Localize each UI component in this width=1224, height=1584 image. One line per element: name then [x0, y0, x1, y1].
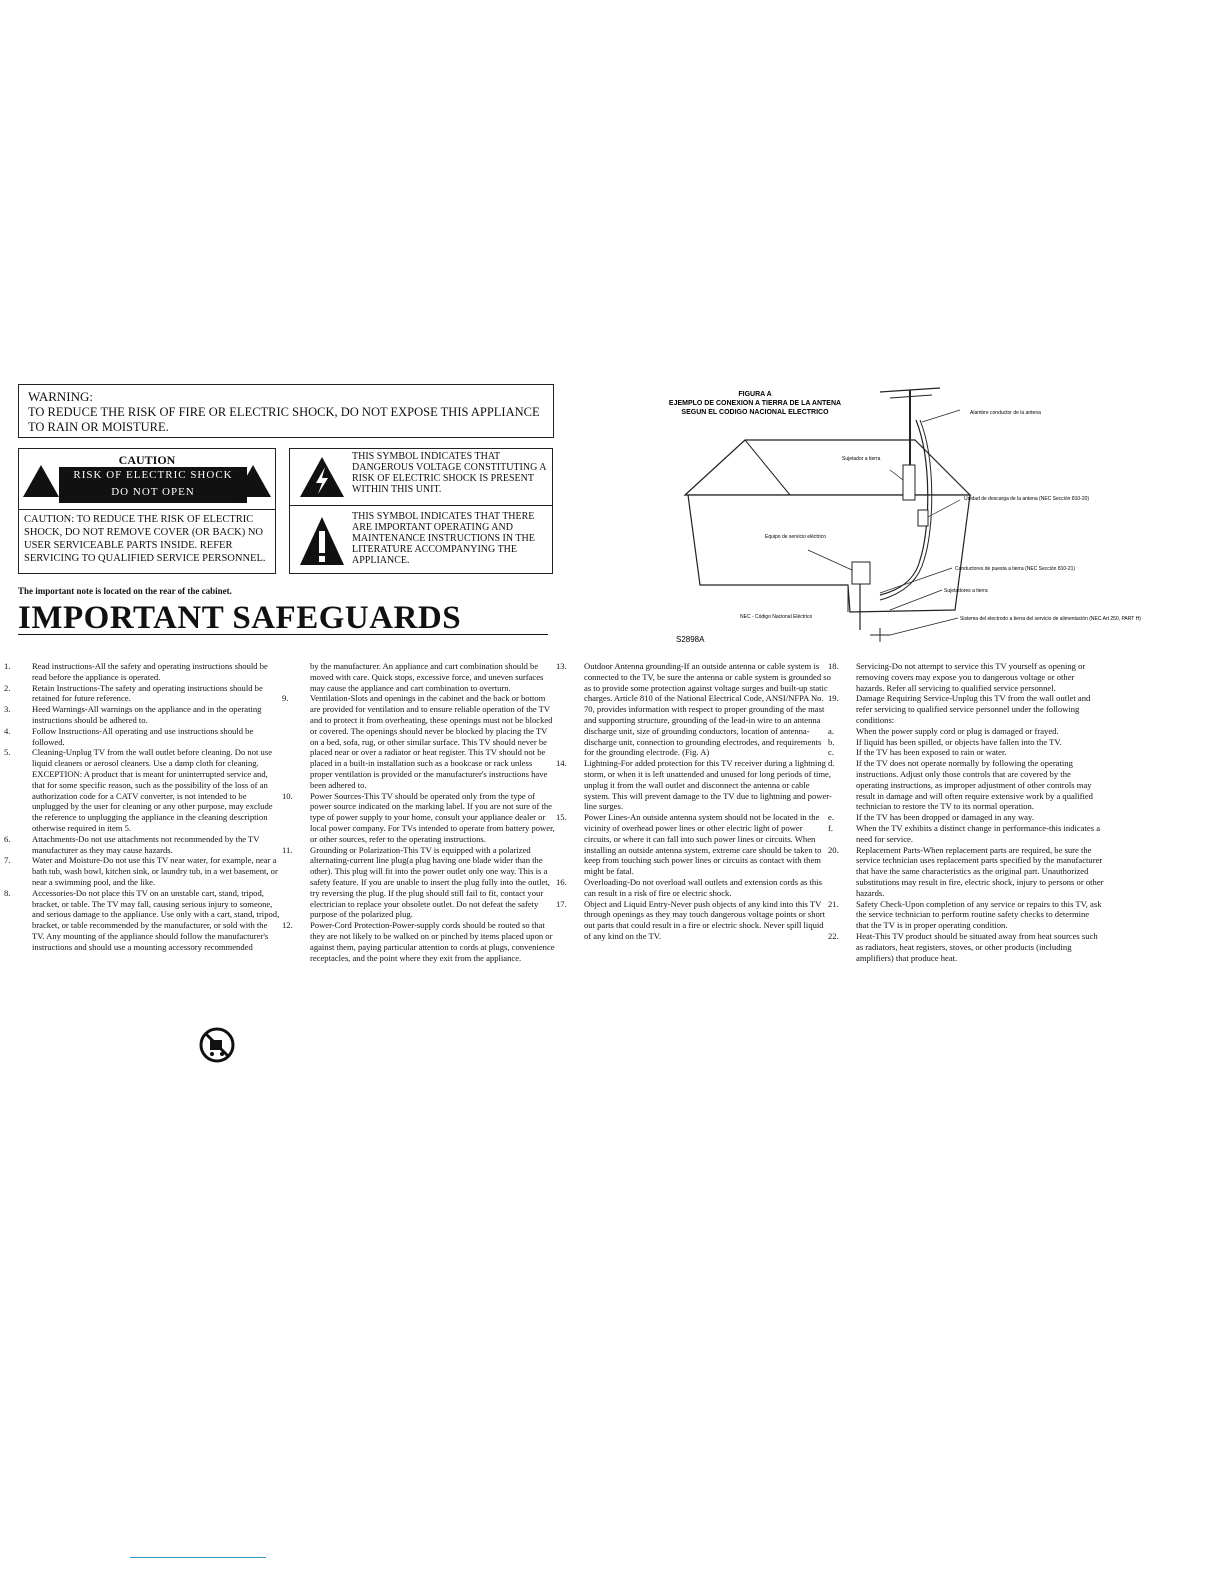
safeguard-item-number: 13.: [556, 661, 567, 671]
safeguard-item-text: When the TV exhibits a distinct change in performance-this indicates a need for service.: [856, 822, 1101, 844]
safeguard-item: [282, 693, 556, 790]
divider: [290, 505, 552, 506]
safeguard-item: [828, 736, 1104, 748]
service-equipment: [852, 562, 870, 584]
safeguard-item-number: 16.: [556, 876, 567, 887]
safeguard-item: [4, 855, 280, 887]
safeguard-item-text: Overloading-Do not overload wall outlets and extension cords as this can result in a risk of fire or electric shock.: [584, 876, 822, 898]
safeguard-item-text: When the power supply cord or plug is damaged or frayed.: [856, 725, 1059, 736]
title-rule: [18, 634, 548, 635]
lightning-triangle-icon: [298, 455, 346, 499]
safeguard-item-text: Grounding or Polarization-This TV is equipped with a polarized alternating-current line plug(a plug having one blade wider than the other). This plug will fit into the power outlet only one way. This is a safety feature. If you are unable to insert the plug fully into the outlet, try reversing the plug. If the plug should still fail to fit, contact your electrician to replace your obsolete outlet. Do not defeat the safety purpose of the polarized plug.: [310, 844, 550, 920]
safeguard-item-text: Water and Moisture-Do not use this TV near water, for example, near a bath tub, wash bowl, kitchen sink, or laundry tub, in a wet basement, or near a swimming pool, and the like.: [32, 855, 278, 887]
lightning-warning-icon: [23, 465, 59, 497]
safeguard-item: [828, 844, 1104, 899]
safeguard-item-number: 22.: [828, 930, 839, 941]
safeguard-item-number: a.: [828, 725, 834, 736]
mast-clamp: [903, 465, 915, 500]
figure-code: S2898A: [676, 635, 705, 644]
safeguard-item-text: If the TV does not operate normally by following the operating instructions. Adjust only those controls that are covered by the operating instructions, as improper adjustment of other controls may result in damage and will often require extensive work by a qualified technician to restore the TV to its normal operation.: [856, 758, 1093, 812]
safeguard-item: [556, 661, 832, 758]
safeguard-item-number: 21.: [828, 898, 839, 909]
caution-band-line2: DO NOT OPEN: [111, 486, 195, 498]
safeguard-item-number: 12.: [282, 920, 293, 931]
safeguard-item: [4, 704, 280, 726]
safeguard-item-number: e.: [828, 812, 834, 823]
figure-title3: SEGUN EL CODIGO NACIONAL ELECTRICO: [681, 409, 829, 416]
cart-warning-icon: [198, 1026, 236, 1064]
safeguard-item-text: Follow Instructions-All operating and use instructions should be followed.: [32, 725, 254, 747]
safeguard-item-text: Outdoor Antenna grounding-If an outside antenna or cable system is connected to the TV, be sure the antenna or cable system is grounded so as to provide some protection against voltage surges and built-up static charges. Article 810 of the National Electrical Code, ANSI/NFPA No. 70, provides information with respect to proper grounding of the mast and supporting structure, grounding of the lead-in wire to an antenna discharge unit, size of grounding conductors, location of antenna-discharge unit, connection to grounding electrodes, and requirements for the grounding electrode. (Fig. A): [584, 661, 831, 758]
safeguard-item-number: 18.: [828, 661, 839, 671]
footer-rule: [130, 1557, 266, 1558]
label-nec: NEC - Código Nacional Eléctrico: [740, 614, 813, 620]
safeguard-item-text: Attachments-Do not use attachments not recommended by the TV manufacturer as they may cause hazards.: [32, 833, 260, 855]
safeguard-item-text: Accessories-Do not place this TV on an unstable cart, stand, tripod, bracket, or table. The TV may fall, causing serious injury to someone, and serious damage to the appliance. Use only with a cart, stand, tripod, bracket, or table recommended by the manufacturer, or sold with the TV. Any mounting of the appliance should follow the manufacturer's instructions and should use a mounting accessory recommended: [32, 887, 280, 952]
caution-band: [59, 467, 247, 503]
figure-title2: EJEMPLO DE CONEXION A TIERRA DE LA ANTENA: [668, 400, 842, 407]
safeguard-item-number: 8.: [4, 887, 11, 898]
lightning-symbol-text: THIS SYMBOL INDICATES THAT DANGEROUS VOLTAGE CONSTITUTING A RISK OF ELECTRIC SHOCK IS PRESENT WITHIN THIS UNIT.: [352, 451, 546, 495]
caution-text: CAUTION: TO REDUCE THE RISK OF ELECTRIC SHOCK, DO NOT REMOVE COVER (OR BACK) NO USER SERVICEABLE PARTS INSIDE. REFER SERVICING TO QUALIFIED SERVICE PERSONNEL.: [24, 514, 266, 564]
safeguard-item: [296, 661, 556, 693]
safeguard-item: [828, 898, 1104, 931]
safeguard-item-text: Replacement Parts-When replacement parts are required, be sure the service technician uses replacement parts specified by the manufacturer that have the same characteristics as the original part. Unauthorized substitutions may result in fire, electric shock, injury to persons or other hazards.: [856, 844, 1104, 898]
safeguard-item-text: Ventilation-Slots and openings in the cabinet and the back or bottom are provided for ventilation and to ensure reliable operation of the TV and to protect it from overheating, these openings must not be blocked or covered. The openings should never be blocked by placing the TV on a bed, sofa, rug, or other similar surface. This TV should never be placed near or over a radiator or heat register. This TV should not be placed in a built-in installation such as a bookcase or rack unless proper ventilation is provided or the manufacturer's instructions have been adhered to.: [310, 693, 553, 790]
safeguard-item-text: Heat-This TV product should be situated away from heat sources such as radiators, heat registers, stoves, or other products (including amplifiers) that produce heat.: [856, 930, 1098, 963]
label-sujetadores: Sujetadores a tierra: [944, 588, 988, 594]
safeguard-item-text: Damage Requiring Service-Unplug this TV from the wall outlet and refer servicing to qualified service personnel under the following conditions:: [856, 693, 1091, 725]
leader-line: [890, 618, 958, 635]
safeguard-item: [556, 812, 832, 877]
safeguard-item-text: Power Lines-An outside antenna system should not be located in the vicinity of overhead power lines or other electric light of power circuits, or where it can fall into such power lines or circuits. When installing an outside antenna system, extreme care should be taken to keep from touching such power lines or circuits as contact with them might be fatal.: [584, 812, 822, 877]
caution-box: [18, 448, 276, 574]
safeguard-item-number: 2.: [4, 682, 11, 693]
safeguard-item-number: 19.: [828, 693, 839, 704]
discharge-unit: [918, 510, 928, 526]
safeguard-item-number: 10.: [282, 790, 293, 801]
label-conductores: Conductores de puesta a tierra (NEC Sección 810-21): [955, 566, 1076, 572]
safeguards-column-3: [556, 661, 832, 942]
safeguard-item: [828, 747, 1104, 758]
safeguard-item-text: Lightning-For added protection for this TV receiver during a lightning storm, or when it is left unattended and unused for long periods of time, unplug it from the wall outlet and disconnect the antenna or cable system. This will prevent damage to the TV due to lightning and power-line surges.: [584, 758, 832, 812]
safeguard-item-number: 4.: [4, 725, 11, 736]
label-sujetador: Sujetador a tierra: [842, 456, 881, 462]
safeguards-column-1: [4, 661, 280, 953]
rear-cabinet-note: The important note is located on the rear of the cabinet.: [18, 586, 232, 596]
label-equipo: Equipo de servicio eléctrico: [765, 534, 826, 540]
safeguard-item: [828, 661, 1104, 693]
exclamation-symbol-text: THIS SYMBOL INDICATES THAT THERE ARE IMPORTANT OPERATING AND MAINTENANCE INSTRUCTIONS IN THE LITERATURE ACCOMPANYING THE APPLIANCE.: [352, 511, 535, 566]
label-alambre: Alambre conductor de la antena: [970, 410, 1041, 416]
safeguard-item: [556, 758, 832, 812]
safeguards-column-2: [282, 661, 556, 963]
safeguard-item-text: Heed Warnings-All warnings on the appliance and in the operating instructions should be adhered to.: [32, 704, 262, 725]
safeguard-item-text: Safety Check-Upon completion of any service or repairs to this TV, ask the service technician to perform routine safety checks to determine that the TV is in proper operating condition.: [856, 898, 1102, 931]
safeguard-item-number: 3.: [4, 704, 11, 715]
safeguard-item-number: 20.: [828, 844, 839, 855]
safeguard-item: [4, 725, 280, 748]
figure-title1: FIGURA A: [738, 391, 772, 398]
safeguard-item-text: Read instructions-All the safety and operating instructions should be read before the appliance is operated.: [32, 661, 268, 682]
warning-box: [18, 384, 554, 438]
safeguard-item: [282, 844, 556, 921]
safeguard-item-text: If the TV has been exposed to rain or water.: [856, 747, 1007, 758]
caution-band-line1: RISK OF ELECTRIC SHOCK: [73, 469, 233, 481]
safeguard-item-text: Servicing-Do not attempt to service this TV yourself as opening or removing covers may expose you to dangerous voltage or other hazards. Refer all servicing to qualified service personnel.: [856, 661, 1086, 693]
safeguard-item: [282, 790, 556, 845]
safeguard-item-text: Object and Liquid Entry-Never push objects of any kind into this TV through openings as they may touch dangerous voltage points or short out parts that could result in a fire or electric shock. Never spill liquid of any kind on the TV.: [584, 898, 826, 941]
exclamation-triangle-icon: [298, 515, 346, 567]
safeguard-item-number: b.: [828, 736, 835, 747]
safeguard-item-text: Power Sources-This TV should be operated only from the type of power source indicated on the marking label. If you are not sure of the type of power supply to your home, consult your appliance dealer or local power company. For TVs intended to operate from battery power, or other sources, refer to the operating instructions.: [310, 790, 555, 844]
warning-text: TO REDUCE THE RISK OF FIRE OR ELECTRIC SHOCK, DO NOT EXPOSE THIS APPLIANCE TO RAIN OR MOISTURE.: [28, 405, 540, 434]
safeguards-column-4: [828, 661, 1104, 963]
safeguard-item: [828, 822, 1104, 845]
safeguard-item-text: Power-Cord Protection-Power-supply cords should be routed so that they are not likely to be walked on or pinched by items placed upon or against them, paying particular attention to cords at plugs, convenience receptacles, and the point where they exit from the appliance.: [310, 920, 555, 963]
safeguard-item-number: 15.: [556, 812, 567, 823]
safeguard-item: [828, 758, 1104, 812]
safeguard-item: [282, 920, 556, 963]
safeguard-item: [4, 833, 280, 856]
page-title: IMPORTANT SAFEGUARDS: [18, 600, 462, 636]
safeguard-item-number: 9.: [282, 693, 289, 704]
safeguard-item-text: by the manufacturer. An appliance and cart combination should be moved with care. Quick stops, excessive force, and uneven surfaces may cause the appliance and cart combination to overturn.: [310, 661, 544, 693]
safeguard-item-number: d.: [828, 758, 835, 769]
safeguard-item: [556, 898, 832, 942]
safeguard-item: [556, 876, 832, 899]
safeguard-item: [828, 930, 1104, 963]
safeguard-item: [828, 725, 1104, 737]
safeguard-item-text: Retain Instructions-The safety and operating instructions should be retained for future reference.: [32, 682, 263, 704]
safeguard-item-number: 6.: [4, 833, 11, 844]
safeguard-item: [4, 661, 280, 683]
antenna-grounding-figure: [560, 380, 1141, 660]
divider: [19, 509, 275, 510]
safeguard-item-text: If the TV has been dropped or damaged in any way.: [856, 812, 1034, 823]
safeguard-item-number: 17.: [556, 898, 567, 909]
safeguard-item-number: 7.: [4, 855, 11, 866]
safeguard-item: [828, 693, 1104, 725]
safeguard-item-number: 1.: [4, 661, 11, 671]
exclamation-warning-icon: [235, 465, 271, 497]
leader-line: [922, 410, 960, 422]
safeguard-item: [4, 887, 280, 953]
safeguard-item: [4, 747, 280, 833]
safeguard-item: [4, 682, 280, 705]
safeguard-item-text: If liquid has been spilled, or objects have fallen into the TV.: [856, 736, 1062, 747]
symbol-box: [289, 448, 553, 574]
safeguard-item-text: Cleaning-Unplug TV from the wall outlet before cleaning. Do not use liquid cleaners or aerosol cleaners. Use a damp cloth for cleaning. EXCEPTION: A product that is meant for uninterrupted service and, that for some specific reason, such as the possibility of the loss of an authorization code for a CATV converter, is not intended to be unplugged by the user for cleaning or any other purpose, may exclude the reference to unplugging the appliance in the cleaning description otherwise required in item 5.: [32, 747, 273, 833]
label-unidad: Unidad de descarga de la antena (NEC Sección 810-20): [964, 496, 1090, 502]
safeguard-item-number: 14.: [556, 758, 567, 769]
safeguard-item-number: c.: [828, 747, 834, 758]
warning-heading: WARNING:: [28, 389, 93, 404]
caution-heading: CAUTION: [118, 453, 176, 467]
safeguard-item-number: f.: [828, 822, 834, 833]
label-sistema: Sistema del electrodo a tierra del servicio de alimentación (NEC Art 250, PART H): [960, 616, 1141, 622]
safeguard-item: [828, 812, 1104, 823]
safeguard-item-number: 11.: [282, 844, 293, 855]
safeguard-item-number: 5.: [4, 747, 11, 758]
